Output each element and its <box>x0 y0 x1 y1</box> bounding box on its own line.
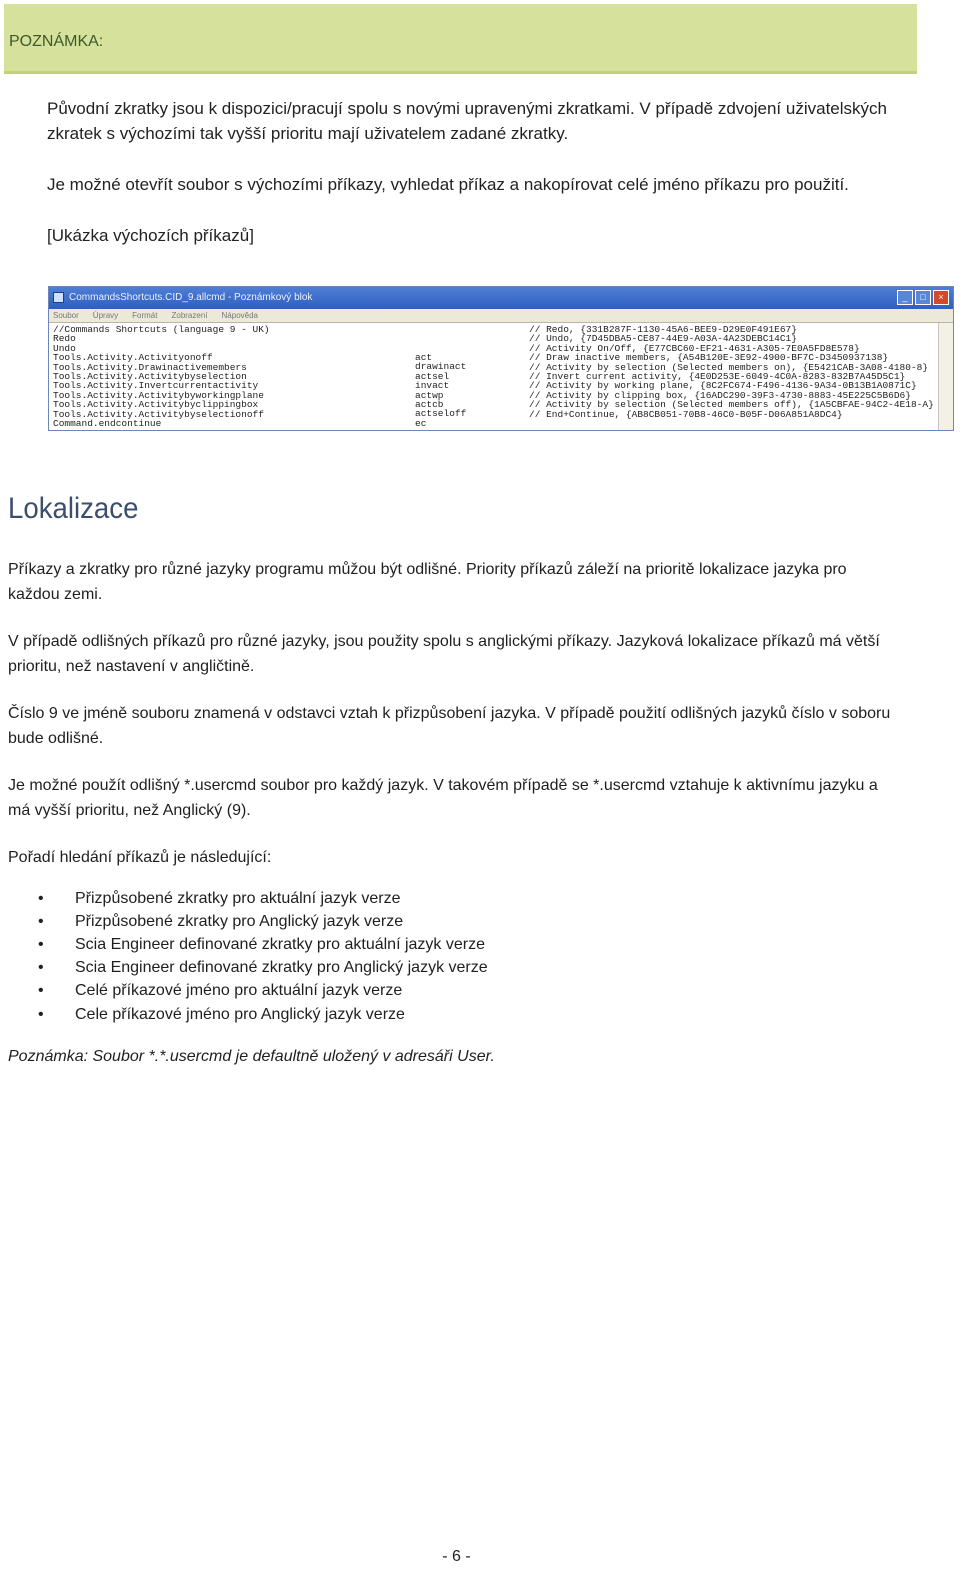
menu-item-view: Zobrazení <box>171 311 208 320</box>
list-intro: Pořadí hledání příkazů je následující: <box>8 849 272 866</box>
minimize-icon: _ <box>897 290 913 305</box>
note-caption: [Ukázka výchozích příkazů] <box>47 226 254 245</box>
menu-item-edit: Úpravy <box>92 311 119 320</box>
note-paragraph: Původní zkratky jsou k dispozici/pracují spolu s novými upravenými zkratkami. V případě zdvojení uživatelských zkratek s výchozími tak vyšší prioritu mají uživatelem zadané zkratky. <box>47 99 887 143</box>
window-scrollbar <box>938 323 953 431</box>
bullet-icon: • <box>38 889 44 907</box>
maximize-icon: □ <box>915 290 931 305</box>
window-titlebar <box>49 287 953 309</box>
list-item: • Přizpůsobené zkratky pro Anglický jazyk verze <box>8 910 898 933</box>
bullet-icon: • <box>38 982 44 1000</box>
code-column-commands: //Commands Shortcuts (language 9 - UK) Redo Undo Tools.Activity.Activityonoff Tools.Activity.Drawinactivemembers Tools.Activity.Activitybyselection Tools.Activity.Invertcurrentactivity Tools.Activity.Activitybyworkingplane Tools.Activity.Activitybyclippingbox Tools.Activity.Activitybyselectionoff Command.endcontinue <box>53 324 270 430</box>
note-header <box>4 4 917 74</box>
menu-item-format: Formát <box>132 311 158 320</box>
list-item: • Přizpůsobené zkratky pro aktuální jazyk verze <box>8 887 898 910</box>
notepad-screenshot <box>48 286 954 431</box>
body-paragraph: Příkazy a zkratky pro různé jazyky programu můžou být odlišné. Priority příkazů záleží na prioritě lokalizace jazyka pro každou zemi. <box>8 561 847 603</box>
bullet-icon: • <box>38 959 44 977</box>
close-icon: × <box>933 290 949 305</box>
body-paragraph: Je možné použít odlišný *.usercmd soubor pro každý jazyk. V takovém případě se *.usercmd vztahuje k aktivnímu jazyku a má vyšší prioritu, než Anglický (9). <box>8 777 878 819</box>
code-text <box>49 323 953 431</box>
footnote: Poznámka: Soubor *.*.usercmd je defaultně uložený v adresáři User. <box>8 1048 495 1065</box>
body-paragraph: V případě odlišných příkazů pro různé jazyky, jsou použity spolu s anglickými příkazy. Jazyková lokalizace příkazů má větší prioritu, než nastavení v angličtině. <box>8 633 880 675</box>
bullet-icon: • <box>38 912 44 930</box>
bullet-icon: • <box>38 1005 44 1023</box>
note-label: POZNÁMKA: <box>9 33 104 50</box>
list-item: • Cele příkazové jméno pro Anglický jazyk verze <box>8 1003 898 1026</box>
window-menubar <box>49 309 953 323</box>
note-body <box>47 96 927 274</box>
note-paragraph: Je možné otevřít soubor s výchozími příkazy, vyhledat příkaz a nakopírovat celé jméno příkazu pro použití. <box>47 175 849 194</box>
bullet-icon: • <box>38 935 44 953</box>
notepad-icon <box>53 292 64 303</box>
menu-item-help: Nápověda <box>221 311 258 320</box>
window-title: CommandsShortcuts.CID_9.allcmd - Poznámkový blok <box>69 292 313 303</box>
code-column-shortcuts: act drawinact actsel invact actwp actcb actseloff ec <box>415 352 467 429</box>
body-paragraph: Číslo 9 ve jméně souboru znamená v odstavci vztah k přizpůsobení jazyka. V případě použití odlišných jazyků číslo v soboru bude odlišné. <box>8 705 891 747</box>
list-item: • Scia Engineer definované zkratky pro Anglický jazyk verze <box>8 956 898 979</box>
list-item: • Scia Engineer definované zkratky pro aktuální jazyk verze <box>8 933 898 956</box>
list-item: • Celé příkazové jméno pro aktuální jazyk verze <box>8 979 898 1002</box>
localization-body <box>8 558 898 1026</box>
code-column-comments: // Redo, {331B287F-1130-45A6-BEE9-D29E0F491E67} // Undo, {7D45DBA5-CE87-44E9-A03A-4A23DEBC14C1} // Activity On/Off, {E77CBC60-EF21-4631-A305-7E0A5FD8E578} // Draw inactive members, {A54B120E-3E92-4900-BF7C-D3450937138} // Activity by selection (Selected members on), {E5421CAB-3A08-4180-8} // Invert current activity, {4E0D253E-6049-4C0A-8283-832B7A45D5C1} // Activity by working plane, {8C2FC674-F496-4136-9A34-0B13B1A0871C} // Activity by clipping box, {16ADC290-39F3-4730-8883-45E225C5B6D6} // Activity by selection (Selected members off), {1A5CBFAE-94C2-4E18-A} // End+Continue, {AB8CB051-70B8-46C0-B05F-D06A851A8DC4} <box>529 324 934 420</box>
menu-item-file: Soubor <box>53 311 79 320</box>
section-heading: Lokalizace <box>8 492 139 525</box>
search-order-list <box>8 887 898 1026</box>
page-number: - 6 - <box>442 1548 471 1565</box>
